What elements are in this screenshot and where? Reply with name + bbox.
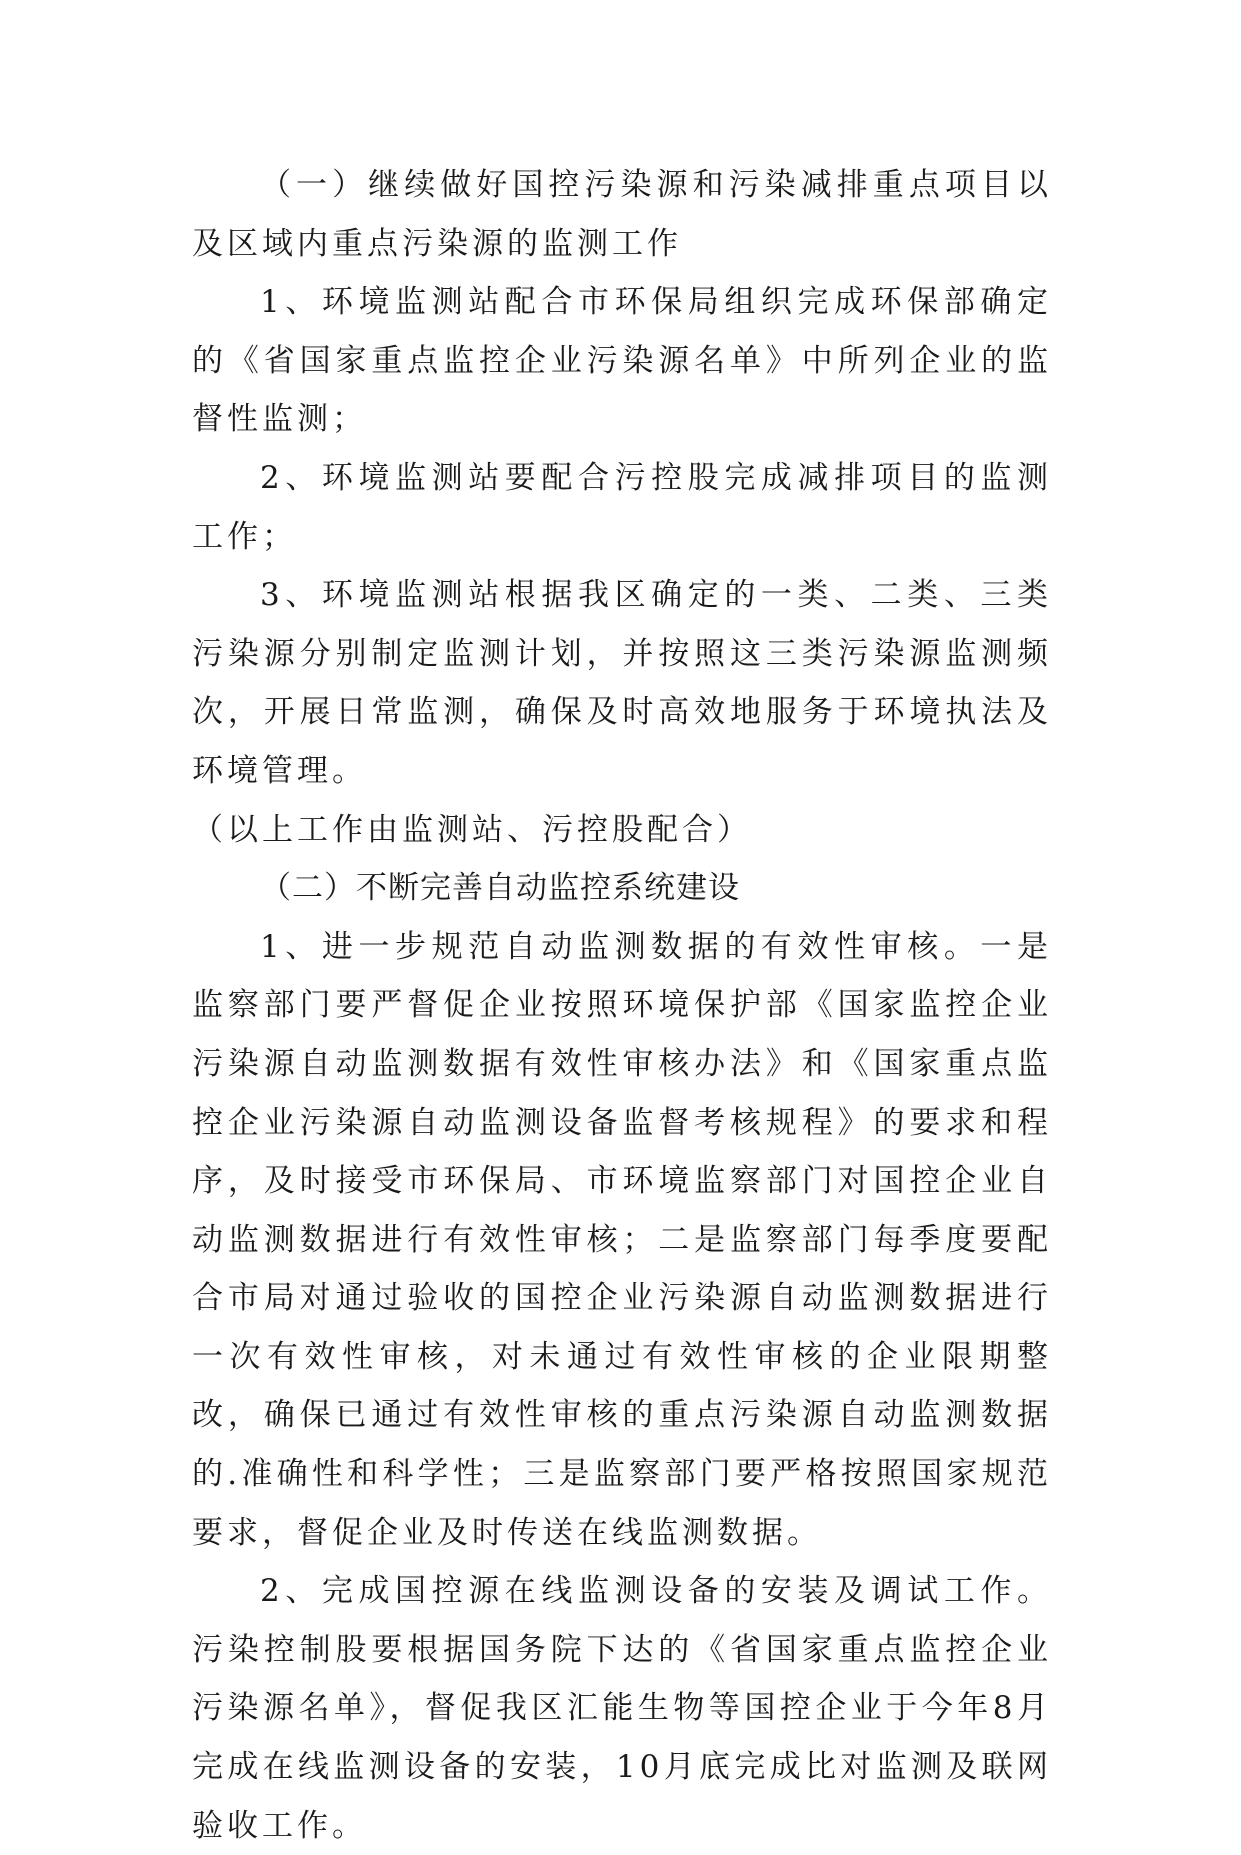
paragraph-note: （以上工作由监测站、污控股配合） — [192, 811, 752, 848]
section-heading-1: （一）继续做好国控污染源和污染减排重点项目以及区域内重点污染源的监测工作 — [192, 167, 1052, 262]
section-heading-2: （二）不断完善自动监控系统建设 — [260, 870, 740, 907]
paragraph-item-2: 2、环境监测站要配合污控股完成减排项目的监测工作； — [192, 459, 1052, 555]
paragraph-item-4: 1、进一步规范自动监测数据的有效性审核。一是监察部门要严督促企业按照环境保护部《国家监控企业污染源自动监测数据有效性审核办法》和《国家重点监控企业污染源自动监测设备监督考核规程》的要求和程序，及时接受市环保局、市环境监察部门对国控企业自动监测数据进行有效性审核；二是监察部门每季度要配合市局对通过验收的国控企业污染源自动监测数据进行一次有效性审核，对未通过有效性审核的企业限期整改，确保已通过有效性审核的重点污染源自动监测数据的.准确性和科学性；三是监察部门要严格按照国家规范要求，督促企业及时传送在线监测数据。 — [192, 928, 1052, 1551]
paragraph-item-1: 1、环境监测站配合市环保局组织完成环保部确定的《省国家重点监控企业污染源名单》中所列企业的监督性监测； — [192, 284, 1052, 438]
paragraph-item-5: 2、完成国控源在线监测设备的安装及调试工作。污染控制股要根据国务院下达的《省国家重点监控企业污染源名单》，督促我区汇能生物等国控企业于今年8月完成在线监测设备的安装，10月底完成比对监测及联网验收工作。 — [192, 1573, 1052, 1844]
paragraph-item-3: 3、环境监测站根据我区确定的一类、二类、三类污染源分别制定监测计划，并按照这三类污染源监测频次，开展日常监测，确保及时高效地服务于环境执法及环境管理。 — [192, 577, 1052, 789]
document-body — [192, 156, 1052, 1855]
